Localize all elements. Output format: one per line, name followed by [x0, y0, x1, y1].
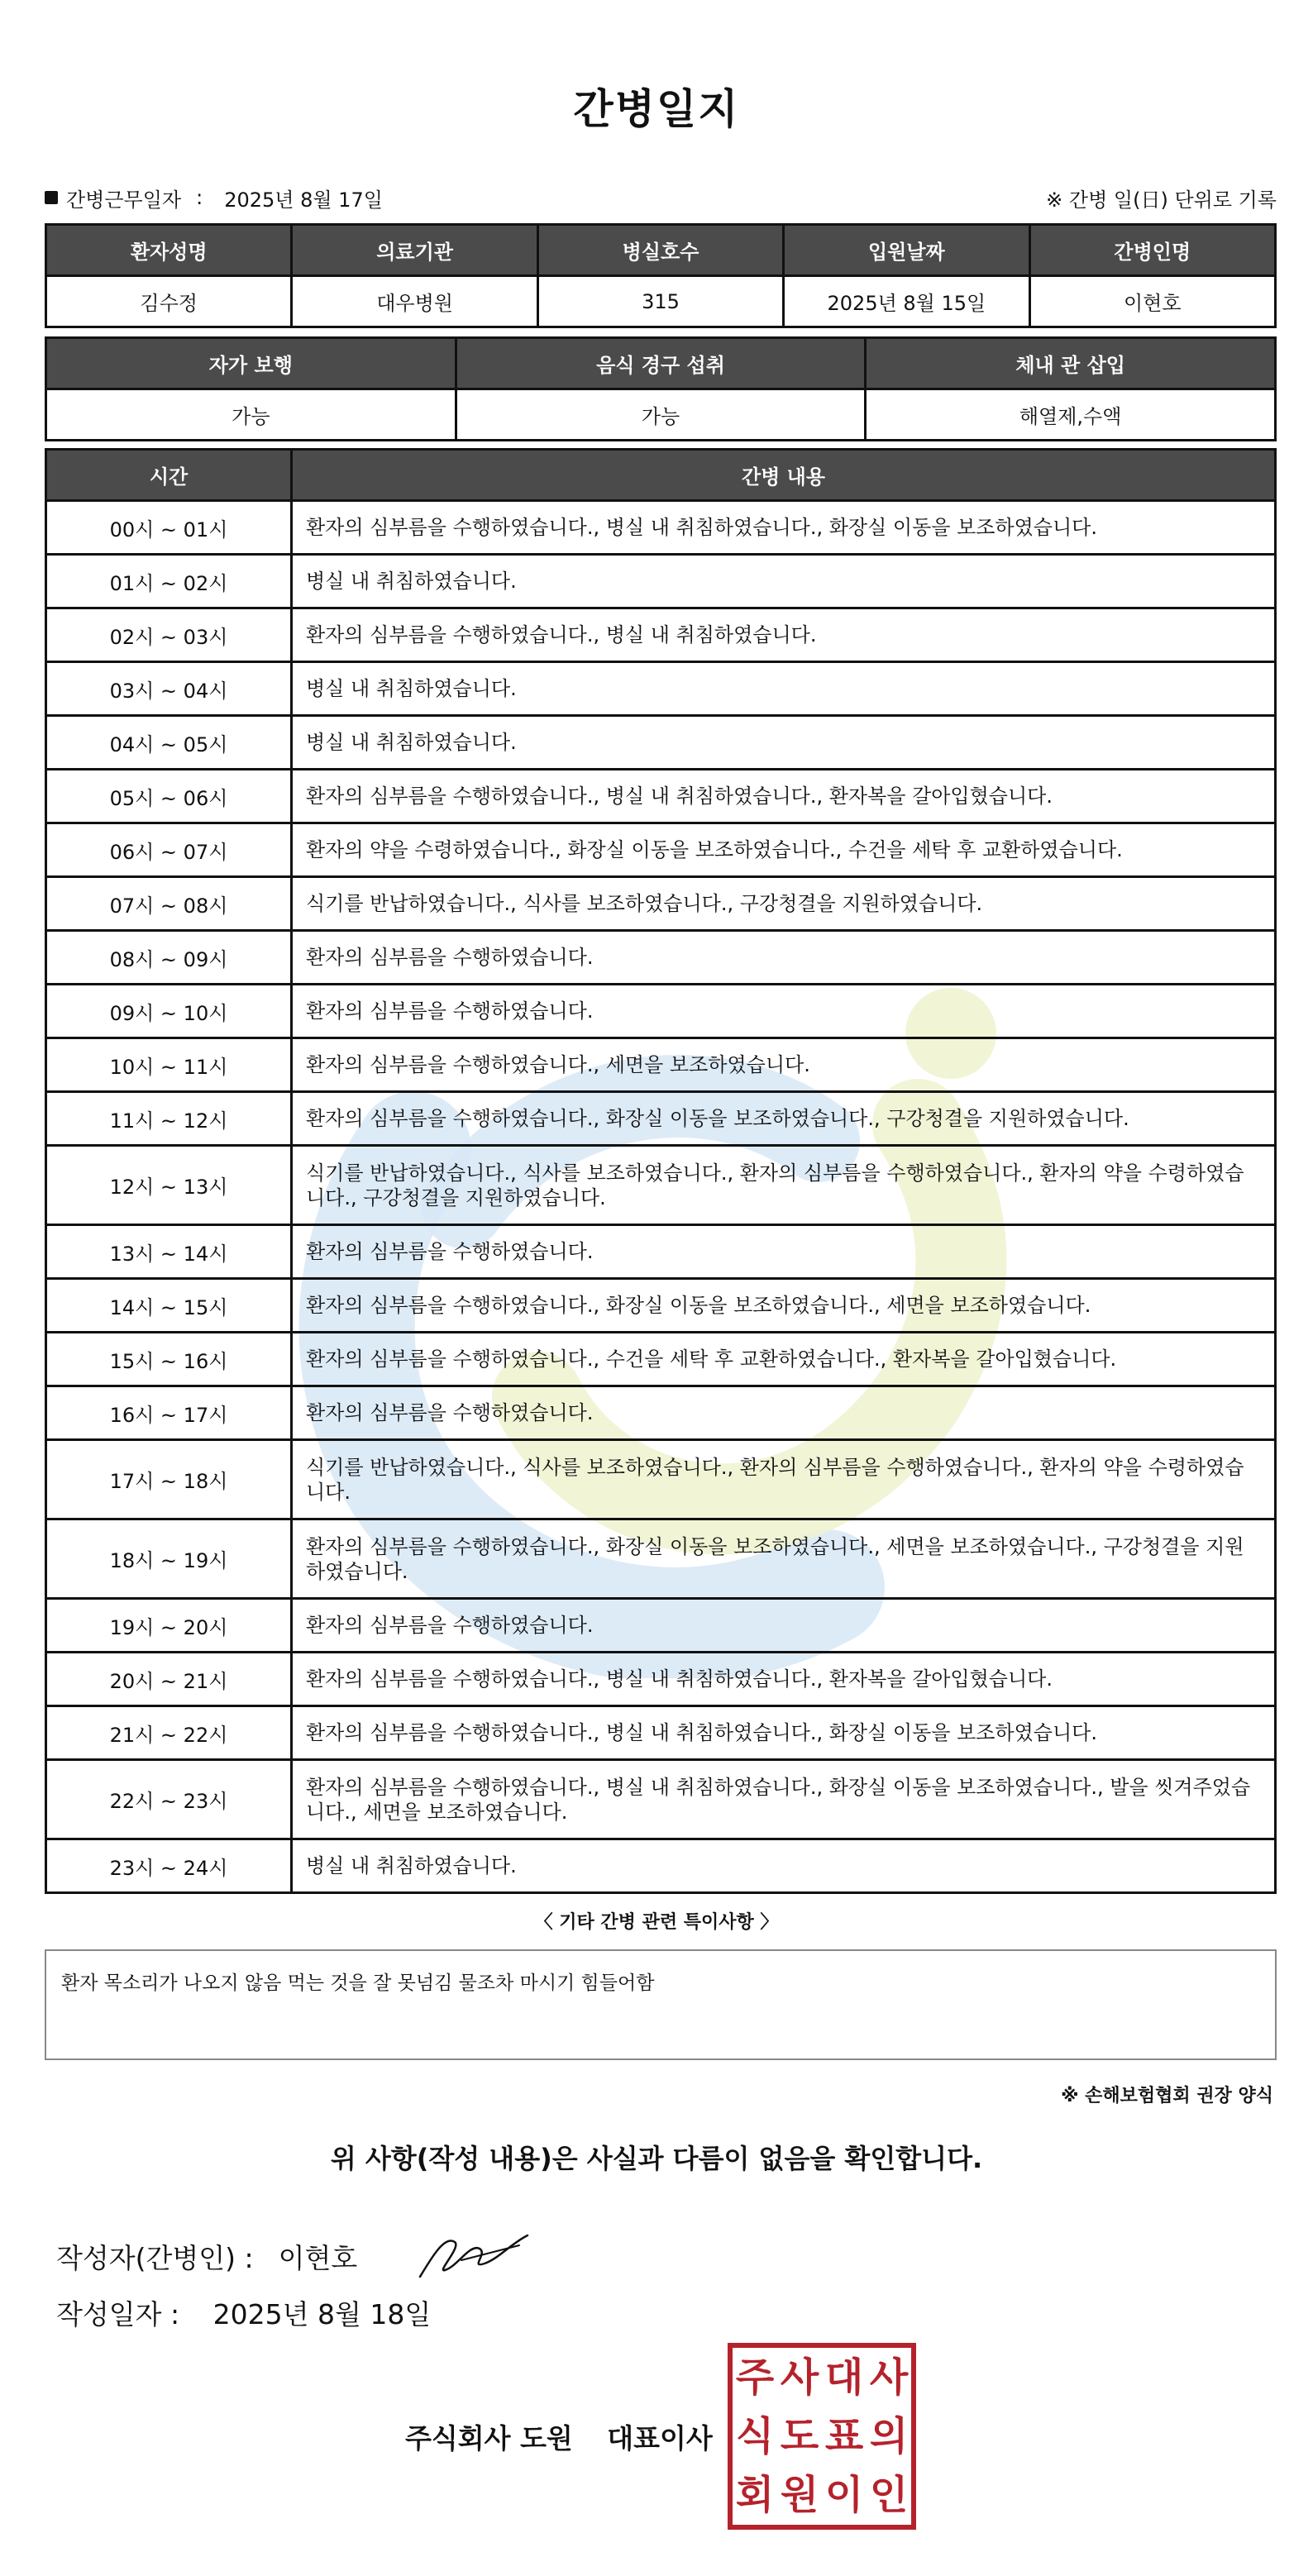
care-content: 환자의 심부름을 수행하였습니다., 병실 내 취침하였습니다., 화장실 이동을 보조하였습니다., 발을 씻겨주었습니다., 세면을 보조하였습니다. — [292, 1760, 1276, 1839]
care-content: 병실 내 취침하였습니다. — [292, 716, 1276, 770]
table-row — [46, 608, 1276, 662]
seal-character: 이 — [824, 2472, 864, 2519]
table-row — [46, 1038, 1276, 1092]
header-hospital: 의료기관 — [292, 225, 537, 276]
record-unit-note: ※ 간병 일(日) 단위로 기록 — [1046, 188, 1277, 212]
time-slot: 20시 ~ 21시 — [46, 1653, 292, 1706]
table-row — [46, 1333, 1276, 1386]
header-oral-intake: 음식 경구 섭취 — [456, 338, 866, 389]
time-slot: 00시 ~ 01시 — [46, 501, 292, 555]
table-row — [46, 1599, 1276, 1653]
header-time: 시간 — [46, 450, 292, 501]
table-row — [46, 1706, 1276, 1760]
table-row — [46, 1760, 1276, 1839]
table-row — [46, 823, 1276, 877]
care-content: 환자의 심부름을 수행하였습니다., 화장실 이동을 보조하였습니다., 세면을 보조하였습니다., 구강청결을 지원하였습니다. — [292, 1519, 1276, 1599]
care-content: 환자의 심부름을 수행하였습니다., 병실 내 취침하였습니다., 화장실 이동을 보조하였습니다. — [292, 501, 1276, 555]
table-row — [46, 1092, 1276, 1146]
writer-row — [56, 2227, 536, 2285]
time-slot: 11시 ~ 12시 — [46, 1092, 292, 1146]
seal-character: 식 — [735, 2412, 775, 2459]
special-notes-text: 환자 목소리가 나오지 않음 먹는 것을 잘 못넘김 물조차 마시기 힘들어함 — [61, 1973, 655, 1994]
care-content: 환자의 심부름을 수행하였습니다. — [292, 985, 1276, 1038]
table-row — [46, 1519, 1276, 1599]
writer-label: 작성자(간병인) : — [56, 2241, 254, 2274]
company-row — [405, 2417, 713, 2456]
time-slot: 09시 ~ 10시 — [46, 985, 292, 1038]
tube-insertion-value: 해열제,수액 — [866, 389, 1276, 441]
time-slot: 19시 ~ 20시 — [46, 1599, 292, 1653]
time-slot: 07시 ~ 08시 — [46, 877, 292, 931]
care-content: 환자의 심부름을 수행하였습니다. — [292, 1386, 1276, 1440]
patient-name: 김수정 — [46, 276, 292, 327]
time-slot: 16시 ~ 17시 — [46, 1386, 292, 1440]
care-date-value: 2025년 8월 17일 — [224, 188, 383, 212]
table-row — [46, 1225, 1276, 1279]
hospital-name: 대우병원 — [292, 276, 537, 327]
care-content: 병실 내 취침하였습니다. — [292, 662, 1276, 716]
table-row — [46, 1653, 1276, 1706]
care-content: 환자의 심부름을 수행하였습니다., 화장실 이동을 보조하였습니다., 구강청결을 지원하였습니다. — [292, 1092, 1276, 1146]
header-care-content: 간병 내용 — [292, 450, 1276, 501]
care-content: 식기를 반납하였습니다., 식사를 보조하였습니다., 환자의 심부름을 수행하였습니다., 환자의 약을 수령하였습니다. — [292, 1440, 1276, 1519]
seal-character: 사 — [780, 2354, 819, 2401]
header-caregiver-name: 간병인명 — [1029, 225, 1275, 276]
time-slot: 13시 ~ 14시 — [46, 1225, 292, 1279]
company-name: 주식회사 도원 — [405, 2422, 573, 2454]
time-slot: 06시 ~ 07시 — [46, 823, 292, 877]
table-row — [46, 1839, 1276, 1893]
caregiver-name: 이현호 — [1029, 276, 1275, 327]
header-room-number: 병실호수 — [537, 225, 783, 276]
time-slot: 18시 ~ 19시 — [46, 1519, 292, 1599]
patient-status-table — [45, 336, 1277, 441]
time-slot: 15시 ~ 16시 — [46, 1333, 292, 1386]
care-content: 환자의 약을 수령하였습니다., 화장실 이동을 보조하였습니다., 수건을 세탁 후 교환하였습니다. — [292, 823, 1276, 877]
care-date-separator: : — [196, 186, 203, 209]
table-row — [46, 662, 1276, 716]
care-content: 환자의 심부름을 수행하였습니다., 화장실 이동을 보조하였습니다., 세면을 보조하였습니다. — [292, 1279, 1276, 1333]
care-content: 환자의 심부름을 수행하였습니다., 병실 내 취침하였습니다., 환자복을 갈아입혔습니다. — [292, 770, 1276, 823]
care-content: 식기를 반납하였습니다., 식사를 보조하였습니다., 환자의 심부름을 수행하였습니다., 환자의 약을 수령하였습니다., 구강청결을 지원하였습니다. — [292, 1146, 1276, 1225]
signature-icon — [412, 2227, 536, 2285]
seal-character: 회 — [735, 2472, 775, 2519]
seal-character: 사 — [869, 2354, 909, 2401]
time-slot: 17시 ~ 18시 — [46, 1440, 292, 1519]
table-row — [46, 1386, 1276, 1440]
care-date-row — [45, 184, 1277, 212]
special-notes-box — [45, 1949, 1277, 2060]
care-content: 환자의 심부름을 수행하였습니다. — [292, 1225, 1276, 1279]
care-content: 병실 내 취침하였습니다. — [292, 1839, 1276, 1893]
seal-character: 도 — [780, 2412, 819, 2459]
header-tube-insertion: 체내 관 삽입 — [866, 338, 1276, 389]
company-representative: 대표이사 — [607, 2422, 713, 2454]
table-row — [46, 877, 1276, 931]
time-slot: 14시 ~ 15시 — [46, 1279, 292, 1333]
special-notes-title: 〈 기타 간병 관련 특이사항 〉 — [534, 1912, 779, 1933]
time-slot: 08시 ~ 09시 — [46, 931, 292, 985]
page-title: 간병일지 — [573, 85, 740, 133]
care-content: 환자의 심부름을 수행하였습니다. — [292, 1599, 1276, 1653]
time-slot: 21시 ~ 22시 — [46, 1706, 292, 1760]
table-row — [46, 770, 1276, 823]
confirmation-statement: 위 사항(작성 내용)은 사실과 다름이 없음을 확인합니다. — [330, 2143, 983, 2174]
care-content: 환자의 심부름을 수행하였습니다., 병실 내 취침하였습니다., 화장실 이동을 보조하였습니다. — [292, 1706, 1276, 1760]
seal-character: 대 — [824, 2354, 864, 2401]
seal-character: 표 — [824, 2412, 864, 2459]
header-patient-name: 환자성명 — [46, 225, 292, 276]
hourly-care-log-table — [45, 448, 1277, 1894]
table-row — [46, 1279, 1276, 1333]
written-date-label: 작성일자 : — [56, 2298, 180, 2330]
time-slot: 23시 ~ 24시 — [46, 1839, 292, 1893]
care-date-label: 간병근무일자 — [66, 188, 182, 212]
care-content: 환자의 심부름을 수행하였습니다., 병실 내 취침하였습니다. — [292, 608, 1276, 662]
care-content: 환자의 심부름을 수행하였습니다. — [292, 931, 1276, 985]
time-slot: 02시 ~ 03시 — [46, 608, 292, 662]
care-content: 병실 내 취침하였습니다. — [292, 555, 1276, 608]
table-row — [46, 716, 1276, 770]
time-slot: 03시 ~ 04시 — [46, 662, 292, 716]
form-source-note: ※ 손해보험협회 권장 양식 — [1061, 2086, 1273, 2106]
care-content: 환자의 심부름을 수행하였습니다., 세면을 보조하였습니다. — [292, 1038, 1276, 1092]
care-content: 환자의 심부름을 수행하였습니다., 병실 내 취침하였습니다., 환자복을 갈아입혔습니다. — [292, 1653, 1276, 1706]
seal-character: 원 — [780, 2472, 819, 2519]
table-row — [46, 1440, 1276, 1519]
seal-character: 인 — [869, 2472, 909, 2519]
time-slot: 04시 ~ 05시 — [46, 716, 292, 770]
writer-name: 이현호 — [278, 2241, 358, 2274]
oral-intake-value: 가능 — [456, 389, 866, 441]
table-row — [46, 931, 1276, 985]
written-date-row — [56, 2293, 431, 2332]
care-content: 식기를 반납하였습니다., 식사를 보조하였습니다., 구강청결을 지원하였습니다. — [292, 877, 1276, 931]
room-number: 315 — [537, 276, 783, 327]
written-date-value: 2025년 8월 18일 — [212, 2298, 432, 2330]
time-slot: 22시 ~ 23시 — [46, 1760, 292, 1839]
header-admission-date: 입원날짜 — [784, 225, 1029, 276]
self-walking-value: 가능 — [46, 389, 456, 441]
admission-date: 2025년 8월 15일 — [784, 276, 1029, 327]
header-self-walking: 자가 보행 — [46, 338, 456, 389]
time-slot: 10시 ~ 11시 — [46, 1038, 292, 1092]
seal-character: 주 — [735, 2354, 775, 2401]
table-row — [46, 555, 1276, 608]
time-slot: 05시 ~ 06시 — [46, 770, 292, 823]
table-row — [46, 1146, 1276, 1225]
square-bullet-icon — [45, 191, 58, 204]
table-row — [46, 985, 1276, 1038]
company-seal-stamp — [728, 2343, 916, 2530]
table-row — [46, 501, 1276, 555]
seal-character: 의 — [869, 2412, 909, 2459]
time-slot: 01시 ~ 02시 — [46, 555, 292, 608]
time-slot: 12시 ~ 13시 — [46, 1146, 292, 1225]
care-content: 환자의 심부름을 수행하였습니다., 수건을 세탁 후 교환하였습니다., 환자복을 갈아입혔습니다. — [292, 1333, 1276, 1386]
patient-info-table — [45, 223, 1277, 328]
